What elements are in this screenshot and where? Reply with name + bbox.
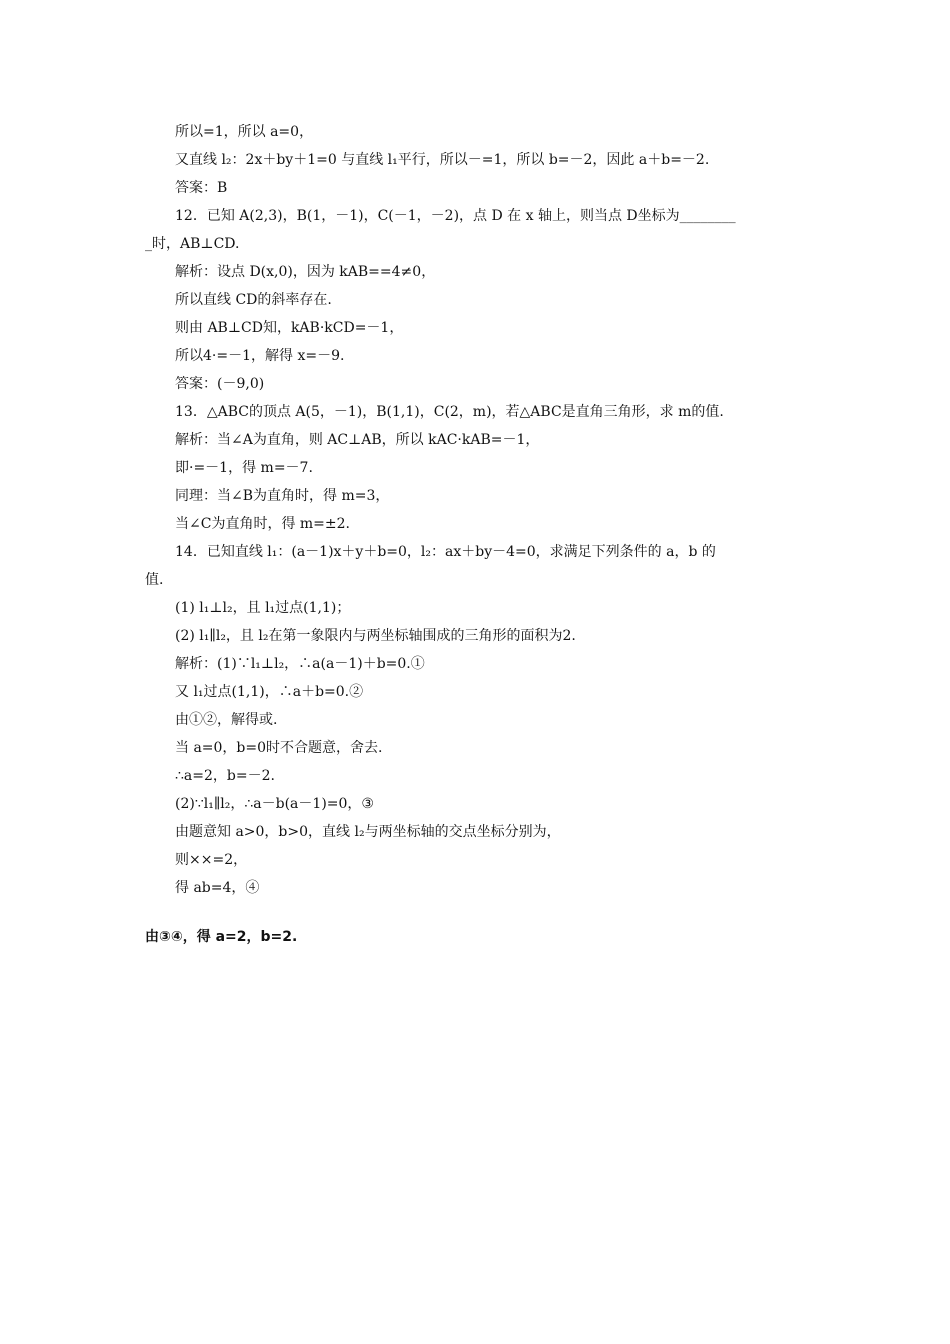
analysis-line: 解析：当∠A为直角，则 AC⊥AB，所以 kAC·kAB=－1， [175,432,540,448]
text-line: 由①②，解得或. [175,712,278,728]
subquestion-1: (1) l₁⊥l₂，且 l₁过点(1,1)； [175,600,351,616]
question-12: 12．已知 A(2,3)，B(1，－1)，C(－1，－2)，点 D 在 x 轴上，则当点 D坐标为________ [175,208,736,224]
final-result-line: 由③④，得 a=2，b=2. [145,929,298,945]
text-line: 即·=－1，得 m=－7. [175,460,313,476]
text-line: 又 l₁过点(1,1)，∴a＋b=0.② [175,684,364,700]
text-line: 又直线 l₂：2x＋by＋1=0 与直线 l₁平行，所以－=1，所以 b=－2，因此 a＋b=－2. [175,152,710,168]
analysis-line: 解析：(1)∵l₁⊥l₂，∴a(a－1)＋b=0.① [175,656,425,672]
question-14: 14．已知直线 l₁：(a－1)x＋y＋b=0，l₂：ax＋by－4=0，求满足下列条件的 a，b 的 [175,544,716,560]
answer-line: 答案：(－9,0) [175,376,265,392]
text-line: 当 a=0，b=0时不合题意，舍去. [175,740,383,756]
text-line: 则××=2， [175,852,248,868]
text-line: (2)∵l₁∥l₂，∴a－b(a－1)=0，③ [175,796,374,812]
text-line: 则由 AB⊥CD知，kAB·kCD=－1， [175,320,404,336]
analysis-line: 解析：设点 D(x,0)，因为 kAB==4≠0， [175,264,436,280]
text-line: 所以4·=－1，解得 x=－9. [175,348,345,364]
text-line: 当∠C为直角时，得 m=±2. [175,516,350,532]
answer-line: 答案：B [175,180,228,196]
text-line: 由题意知 a>0，b>0，直线 l₂与两坐标轴的交点坐标分别为， [175,824,561,840]
subquestion-2: (2) l₁∥l₂，且 l₂在第一象限内与两坐标轴围成的三角形的面积为2. [175,628,576,644]
text-line: 所以=1，所以 a=0， [175,124,314,140]
question-13: 13．△ABC的顶点 A(5，－1)，B(1,1)，C(2，m)，若△ABC是直角三角形，求 m的值. [175,404,724,420]
text-line: 得 ab=4，④ [175,880,260,896]
text-line: ∴a=2，b=－2. [175,768,275,784]
text-line: 所以直线 CD的斜率存在. [175,292,332,308]
text-line: 值. [145,572,164,588]
text-line: _时，AB⊥CD. [145,236,240,252]
text-line: 同理：当∠B为直角时，得 m=3， [175,488,390,504]
